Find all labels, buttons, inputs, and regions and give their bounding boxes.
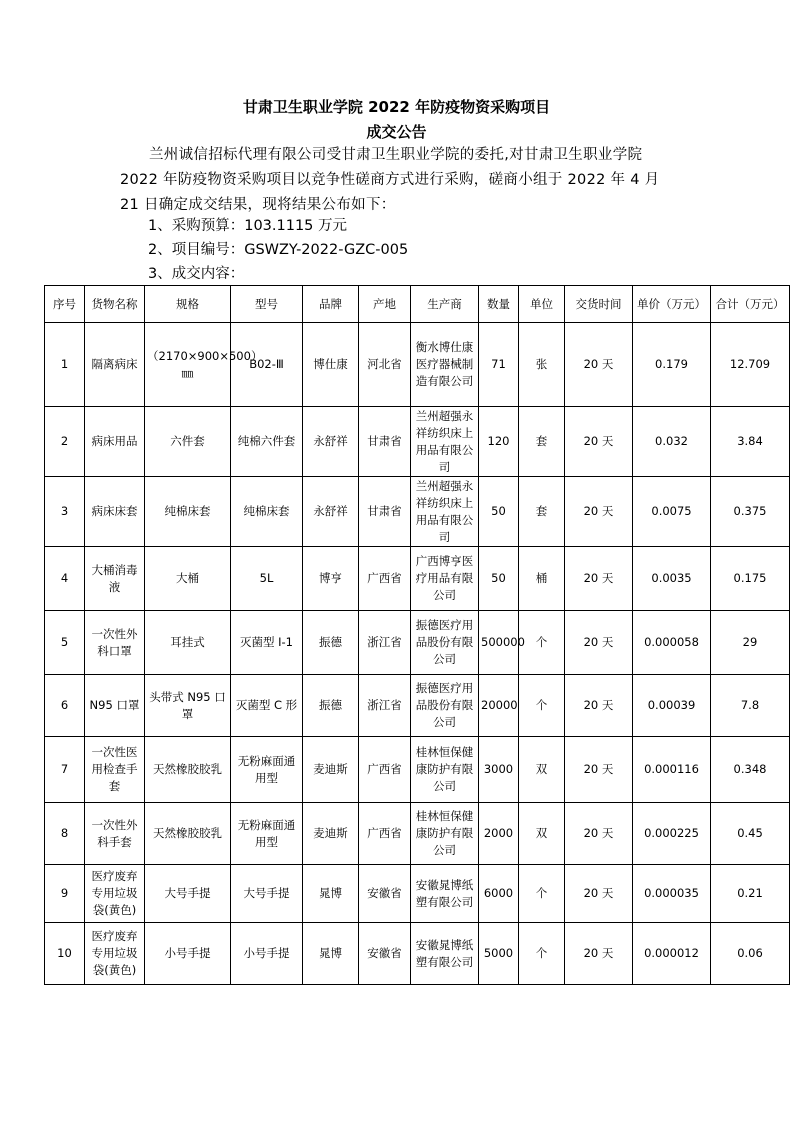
- table-cell: 桂林恒保健康防护有限公司: [411, 803, 479, 865]
- table-row: [45, 803, 790, 865]
- table-cell: 大桶消毒液: [85, 547, 145, 611]
- table-row: [45, 675, 790, 737]
- table-cell: 0.000225: [633, 803, 711, 865]
- table-cell: 安徽省: [359, 865, 411, 923]
- table-cell: 安徽晁博纸塑有限公司: [411, 923, 479, 985]
- table-cell: 0.0035: [633, 547, 711, 611]
- table-cell: 甘肃省: [359, 477, 411, 547]
- table-cell: 六件套: [145, 407, 231, 477]
- table-cell: N95 口罩: [85, 675, 145, 737]
- table-cell: 500000: [479, 611, 519, 675]
- table-cell: 6: [45, 675, 85, 737]
- table-cell: 耳挂式: [145, 611, 231, 675]
- table-cell: 兰州超强永祥纺织床上用品有限公司: [411, 477, 479, 547]
- table-cell: 0.179: [633, 323, 711, 407]
- table-cell: 20 天: [565, 407, 633, 477]
- table-cell: 一次性外科口罩: [85, 611, 145, 675]
- table-cell: 张: [519, 323, 565, 407]
- table-cell: 29: [711, 611, 790, 675]
- table-cell: 广西省: [359, 547, 411, 611]
- table-cell: 桂林恒保健康防护有限公司: [411, 737, 479, 803]
- header-cell: 单位: [519, 286, 565, 323]
- table-row: [45, 865, 790, 923]
- table-cell: 20 天: [565, 323, 633, 407]
- table-cell: 0.000116: [633, 737, 711, 803]
- table-cell: 甘肃省: [359, 407, 411, 477]
- table-cell: 7.8: [711, 675, 790, 737]
- table-cell: 0.032: [633, 407, 711, 477]
- table-cell: 3000: [479, 737, 519, 803]
- table-cell: 小号手提: [145, 923, 231, 985]
- table-cell: 20 天: [565, 923, 633, 985]
- intro-paragraph: 兰州诚信招标代理有限公司受甘肃卫生职业学院的委托,对甘肃卫生职业学院 2022 年防疫物资采购项目以竞争性磋商方式进行采购，磋商小组于 2022 年 4 月 21 日确定成交结果，现将结果公布如下：: [120, 147, 660, 213]
- table-cell: 小号手提: [231, 923, 303, 985]
- table-cell: 个: [519, 611, 565, 675]
- table-cell: 0.348: [711, 737, 790, 803]
- table-cell: 20 天: [565, 675, 633, 737]
- table-cell: 50: [479, 547, 519, 611]
- table-cell: 0.375: [711, 477, 790, 547]
- table-cell: 0.06: [711, 923, 790, 985]
- table-cell: 个: [519, 923, 565, 985]
- table-cell: 3.84: [711, 407, 790, 477]
- table-cell: 20 天: [565, 477, 633, 547]
- table-cell: 振德: [303, 675, 359, 737]
- table-row: [45, 323, 790, 407]
- table-cell: 博亨: [303, 547, 359, 611]
- table-cell: B02-Ⅲ: [231, 323, 303, 407]
- header-cell: 合计（万元）: [711, 286, 790, 323]
- header-cell: 产地: [359, 286, 411, 323]
- table-cell: 0.000012: [633, 923, 711, 985]
- table-cell: 大号手提: [231, 865, 303, 923]
- header-cell: 序号: [45, 286, 85, 323]
- table-cell: 病床床套: [85, 477, 145, 547]
- table-cell: 永舒祥: [303, 477, 359, 547]
- table-cell: 浙江省: [359, 675, 411, 737]
- table-cell: 71: [479, 323, 519, 407]
- table-row: [45, 737, 790, 803]
- table-cell: 个: [519, 675, 565, 737]
- table-cell: 套: [519, 477, 565, 547]
- table-cell: 晁博: [303, 923, 359, 985]
- table-cell: 20 天: [565, 803, 633, 865]
- table-cell: 病床用品: [85, 407, 145, 477]
- table-cell: 0.00039: [633, 675, 711, 737]
- table-cell: 纯棉床套: [231, 477, 303, 547]
- table-cell: 衡水博仕康医疗器械制造有限公司: [411, 323, 479, 407]
- header-cell: 交货时间: [565, 286, 633, 323]
- table-cell: 广西博亨医疗用品有限公司: [411, 547, 479, 611]
- table-cell: 5000: [479, 923, 519, 985]
- table-cell: 20 天: [565, 865, 633, 923]
- table-row: [45, 477, 790, 547]
- table-cell: 天然橡胶胶乳: [145, 803, 231, 865]
- table-cell: 医疗废弃专用垃圾袋(黄色): [85, 923, 145, 985]
- table-cell: 麦迪斯: [303, 803, 359, 865]
- budget-line: 1、采购预算：103.1115 万元: [148, 218, 348, 234]
- table-cell: 河北省: [359, 323, 411, 407]
- table-cell: 5: [45, 611, 85, 675]
- table-cell: 6000: [479, 865, 519, 923]
- table-cell: 博仕康: [303, 323, 359, 407]
- table-cell: 1: [45, 323, 85, 407]
- table-cell: 纯棉六件套: [231, 407, 303, 477]
- table-cell: 一次性外科手套: [85, 803, 145, 865]
- table-cell: 50: [479, 477, 519, 547]
- table-cell: 振德医疗用品股份有限公司: [411, 611, 479, 675]
- table-cell: 12.709: [711, 323, 790, 407]
- table-cell: 麦迪斯: [303, 737, 359, 803]
- table-row: [45, 547, 790, 611]
- table-cell: 大号手提: [145, 865, 231, 923]
- table-cell: 0.0075: [633, 477, 711, 547]
- award-table: [44, 285, 790, 985]
- table-cell: 无粉麻面通用型: [231, 737, 303, 803]
- table-row: [45, 611, 790, 675]
- table-header-row: [45, 286, 790, 323]
- table-cell: 0.175: [711, 547, 790, 611]
- table-cell: 安徽省: [359, 923, 411, 985]
- table-cell: 套: [519, 407, 565, 477]
- project-number-line: 2、项目编号：GSWZY-2022-GZC-005: [148, 242, 409, 258]
- header-cell: 生产商: [411, 286, 479, 323]
- table-cell: 0.45: [711, 803, 790, 865]
- header-cell: 型号: [231, 286, 303, 323]
- table-cell: 隔离病床: [85, 323, 145, 407]
- table-cell: 0.21: [711, 865, 790, 923]
- header-cell: 品牌: [303, 286, 359, 323]
- table-cell: 头带式 N95 口罩: [145, 675, 231, 737]
- table-cell: 无粉麻面通用型: [231, 803, 303, 865]
- table-cell: 20 天: [565, 547, 633, 611]
- table-cell: 浙江省: [359, 611, 411, 675]
- table-cell: 灭菌型 I-1: [231, 611, 303, 675]
- table-cell: 5L: [231, 547, 303, 611]
- table-cell: 个: [519, 865, 565, 923]
- table-cell: 安徽晁博纸塑有限公司: [411, 865, 479, 923]
- header-cell: 货物名称: [85, 286, 145, 323]
- table-cell: 20 天: [565, 611, 633, 675]
- table-row: [45, 923, 790, 985]
- table-cell: 灭菌型 C 形: [231, 675, 303, 737]
- table-cell: 永舒祥: [303, 407, 359, 477]
- table-cell: 120: [479, 407, 519, 477]
- table-cell: 7: [45, 737, 85, 803]
- table-cell: 双: [519, 737, 565, 803]
- table-cell: 4: [45, 547, 85, 611]
- table-cell: 20000: [479, 675, 519, 737]
- table-cell: 10: [45, 923, 85, 985]
- table-cell: 兰州超强永祥纺织床上用品有限公司: [411, 407, 479, 477]
- table-cell: 振德: [303, 611, 359, 675]
- header-cell: 单价（万元）: [633, 286, 711, 323]
- doc-title: 甘肃卫生职业学院 2022 年防疫物资采购项目: [242, 98, 551, 116]
- table-cell: 医疗废弃专用垃圾袋(黄色): [85, 865, 145, 923]
- table-cell: 20 天: [565, 737, 633, 803]
- award-content-line: 3、成交内容：: [148, 266, 245, 282]
- table-cell: 振德医疗用品股份有限公司: [411, 675, 479, 737]
- table-cell: 2: [45, 407, 85, 477]
- table-cell: 9: [45, 865, 85, 923]
- table-cell: 双: [519, 803, 565, 865]
- table-row: [45, 407, 790, 477]
- table-cell: （2170×900×500）㎜: [145, 323, 231, 407]
- table-cell: 2000: [479, 803, 519, 865]
- table-cell: 天然橡胶胶乳: [145, 737, 231, 803]
- table-cell: 纯棉床套: [145, 477, 231, 547]
- table-cell: 一次性医用检查手套: [85, 737, 145, 803]
- table-cell: 广西省: [359, 737, 411, 803]
- table-cell: 8: [45, 803, 85, 865]
- table-cell: 广西省: [359, 803, 411, 865]
- header-cell: 规格: [145, 286, 231, 323]
- table-cell: 桶: [519, 547, 565, 611]
- table-cell: 0.000058: [633, 611, 711, 675]
- header-cell: 数量: [479, 286, 519, 323]
- table-cell: 3: [45, 477, 85, 547]
- table-cell: 0.000035: [633, 865, 711, 923]
- table-cell: 晁博: [303, 865, 359, 923]
- table-cell: 大桶: [145, 547, 231, 611]
- doc-subtitle: 成交公告: [366, 123, 427, 141]
